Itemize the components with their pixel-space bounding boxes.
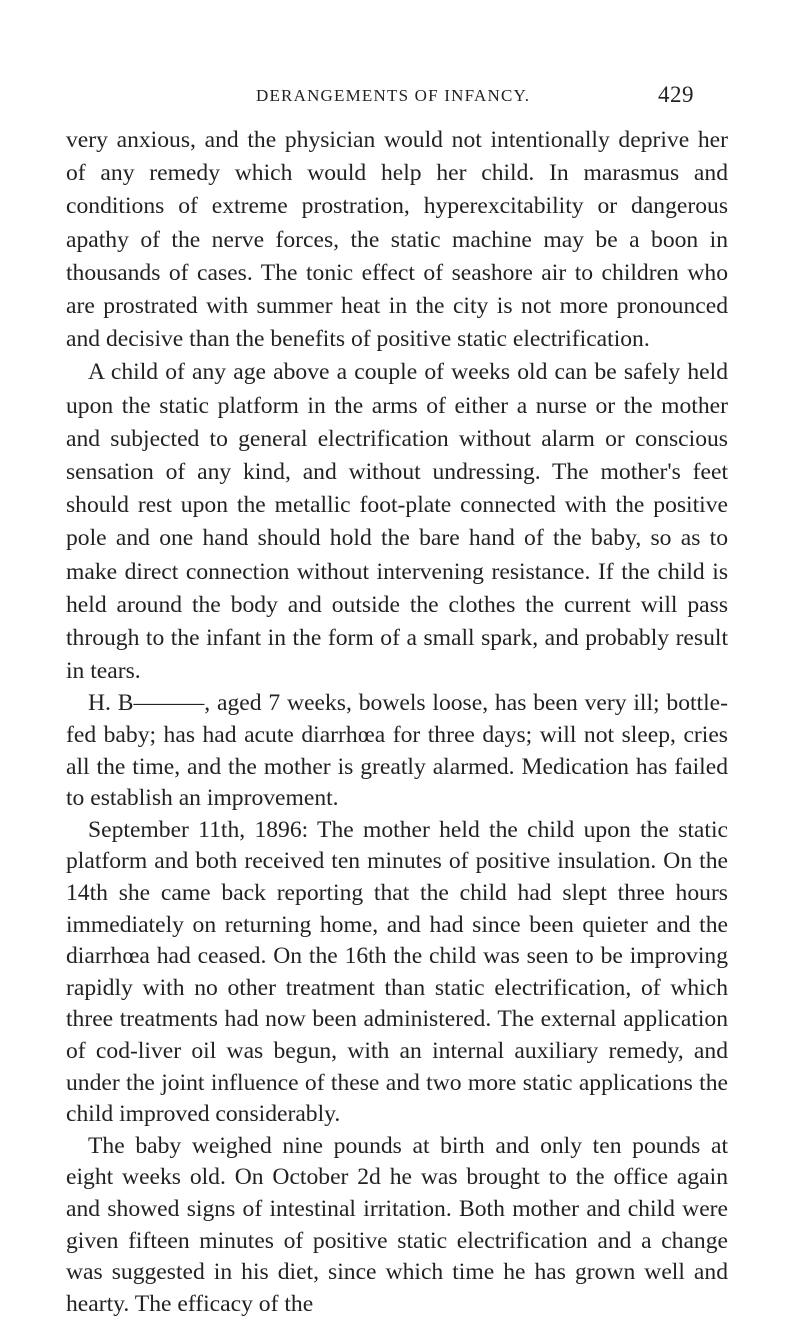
page-number: 429: [658, 82, 694, 107]
paragraph-case-treatment: September 11th, 1896: The mother held the child upon the static platform and both received ten minutes of positive insulation. On the 14th she came back reporting that the child had slept three hours immediately on returning home, and had since been quieter and the diarrhœa had ceased. On the 16th the child was seen to be improving rapidly with no other treatment than static electrification, of which three treatments had now been administered. The external application of cod-liver oil was begun, with an internal auxiliary remedy, and under the joint influence of these and two more static applications the child improved considerably.: [66, 816, 728, 1128]
paragraph-case-outcome: The baby weighed nine pounds at birth and only ten pounds at eight weeks old. On October 2d he was brought to the office again and showed signs of intestinal irritation. Both mother and child were given fifteen minutes of positive static electrification and a change was suggested in his diet, since which time he has grown well and hearty. The efficacy of the: [66, 1132, 728, 1317]
paragraph-continuation: very anxious, and the physician would not intentionally deprive her of any remedy which would help her child. In marasmus and conditions of extreme prostration, hyperexcitability or dangerous apathy of the nerve forces, the static machine may be a boon in thousands of cases. The tonic effect of seashore air to children who are prostrated with summer heat in the city is not more pronounced and decisive than the benefits of positive static electrification.: [66, 127, 728, 353]
page-header: [0, 82, 800, 120]
paragraph-case-intro: H. B———, aged 7 weeks, bowels loose, has been very ill; bottle-fed baby; has had acute diarrhœa for three days; will not sleep, cries all the time, and the mother is greatly alarmed. Medication has failed to establish an improvement.: [66, 690, 728, 812]
body-text: [66, 124, 728, 1320]
paragraph-electrification-method: A child of any age above a couple of weeks old can be safely held upon the static platform in the arms of either a nurse or the mother and subjected to general electrification without alarm or conscious sensation of any kind, and without undressing. The mother's feet should rest upon the metallic foot-plate connected with the positive pole and one hand should hold the bare hand of the baby, so as to make direct connection without intervening resistance. If the child is held around the body and outside the clothes the current will pass through to the infant in the form of a small spark, and probably result in tears.: [66, 359, 728, 685]
running-head: DERANGEMENTS OF INFANCY.: [256, 86, 531, 105]
